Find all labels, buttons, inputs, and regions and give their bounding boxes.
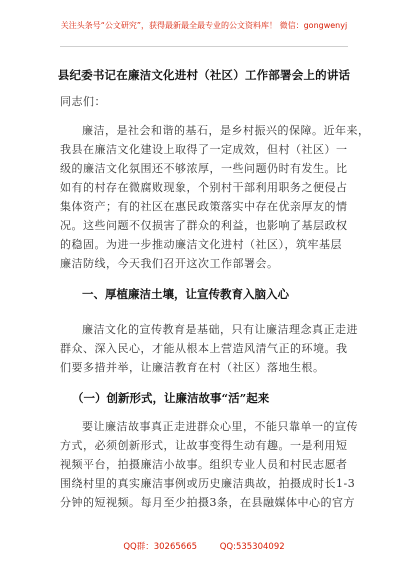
- paragraph-line: 廉洁文化的宣传教育是基础，只有让廉洁理念真正走进: [82, 323, 358, 336]
- paragraph-line: 我县在廉洁文化建设上取得了一定成效，但村（社区）一: [60, 143, 348, 156]
- paragraph-line: 况。这些问题不仅损害了群众的利益，也影响了基层政权: [60, 219, 348, 232]
- header-divider: [60, 46, 348, 47]
- paragraph-line: 如有的村存在微腐败现象，个别村干部利用职务之便侵占: [60, 181, 348, 194]
- paragraph-line: 分钟的短视频。每月至少拍摄3条，在县融媒体中心的官方: [60, 496, 355, 509]
- footer-qq-group: QQ群：30265665: [123, 542, 198, 552]
- footer-contact: [0, 540, 408, 552]
- paragraph-line: 集体资产；有的社区在惠民政策落实中存在优亲厚友的情: [60, 200, 348, 213]
- paragraph-line: 围绕村里的真实廉洁事例或历史廉洁典故，拍摄成时长1-3: [60, 477, 356, 490]
- paragraph-line: 的稳固。为进一步推动廉洁文化进村（社区），筑牢基层: [60, 238, 342, 251]
- paragraph-line: 级的廉洁文化氛围还不够浓厚，一些问题仍时有发生。比: [60, 162, 348, 175]
- section-heading: 一、厚植廉洁土壤，让宣传教育入脑入心: [82, 287, 289, 301]
- header-notice: 关注头条号“公文研究”，获得最新最全最专业的公文资料库！ 微信：gongwenyj: [60, 21, 348, 30]
- paragraph-line: 视频平台，拍摄廉洁小故事。组织专业人员和村民志愿者: [60, 458, 348, 471]
- footer-qq: QQ:535304092: [219, 542, 285, 552]
- paragraph-line: 们要多措并举，让廉洁教育在村（社区）落地生根。: [60, 361, 325, 374]
- subsection-heading: （一）创新形式，让廉洁故事“活”起来: [72, 391, 270, 405]
- paragraph-line: 方式，必须创新形式，让故事变得生动有趣。一是利用短: [60, 439, 348, 452]
- document-title: 县纪委书记在廉洁文化进村（社区）工作部署会上的讲话: [57, 68, 351, 82]
- paragraph-line: 廉洁，是社会和谐的基石，是乡村振兴的保障。近年来，: [82, 124, 370, 137]
- salutation: 同志们：: [60, 95, 106, 108]
- paragraph-line: 群众、深入民心，才能从根本上营造风清气正的环境。我: [60, 342, 348, 355]
- paragraph-line: 廉洁防线，今天我们召开这次工作部署会。: [60, 257, 279, 270]
- paragraph-line: 要让廉洁故事真正走进群众心里，不能只靠单一的宣传: [82, 420, 358, 433]
